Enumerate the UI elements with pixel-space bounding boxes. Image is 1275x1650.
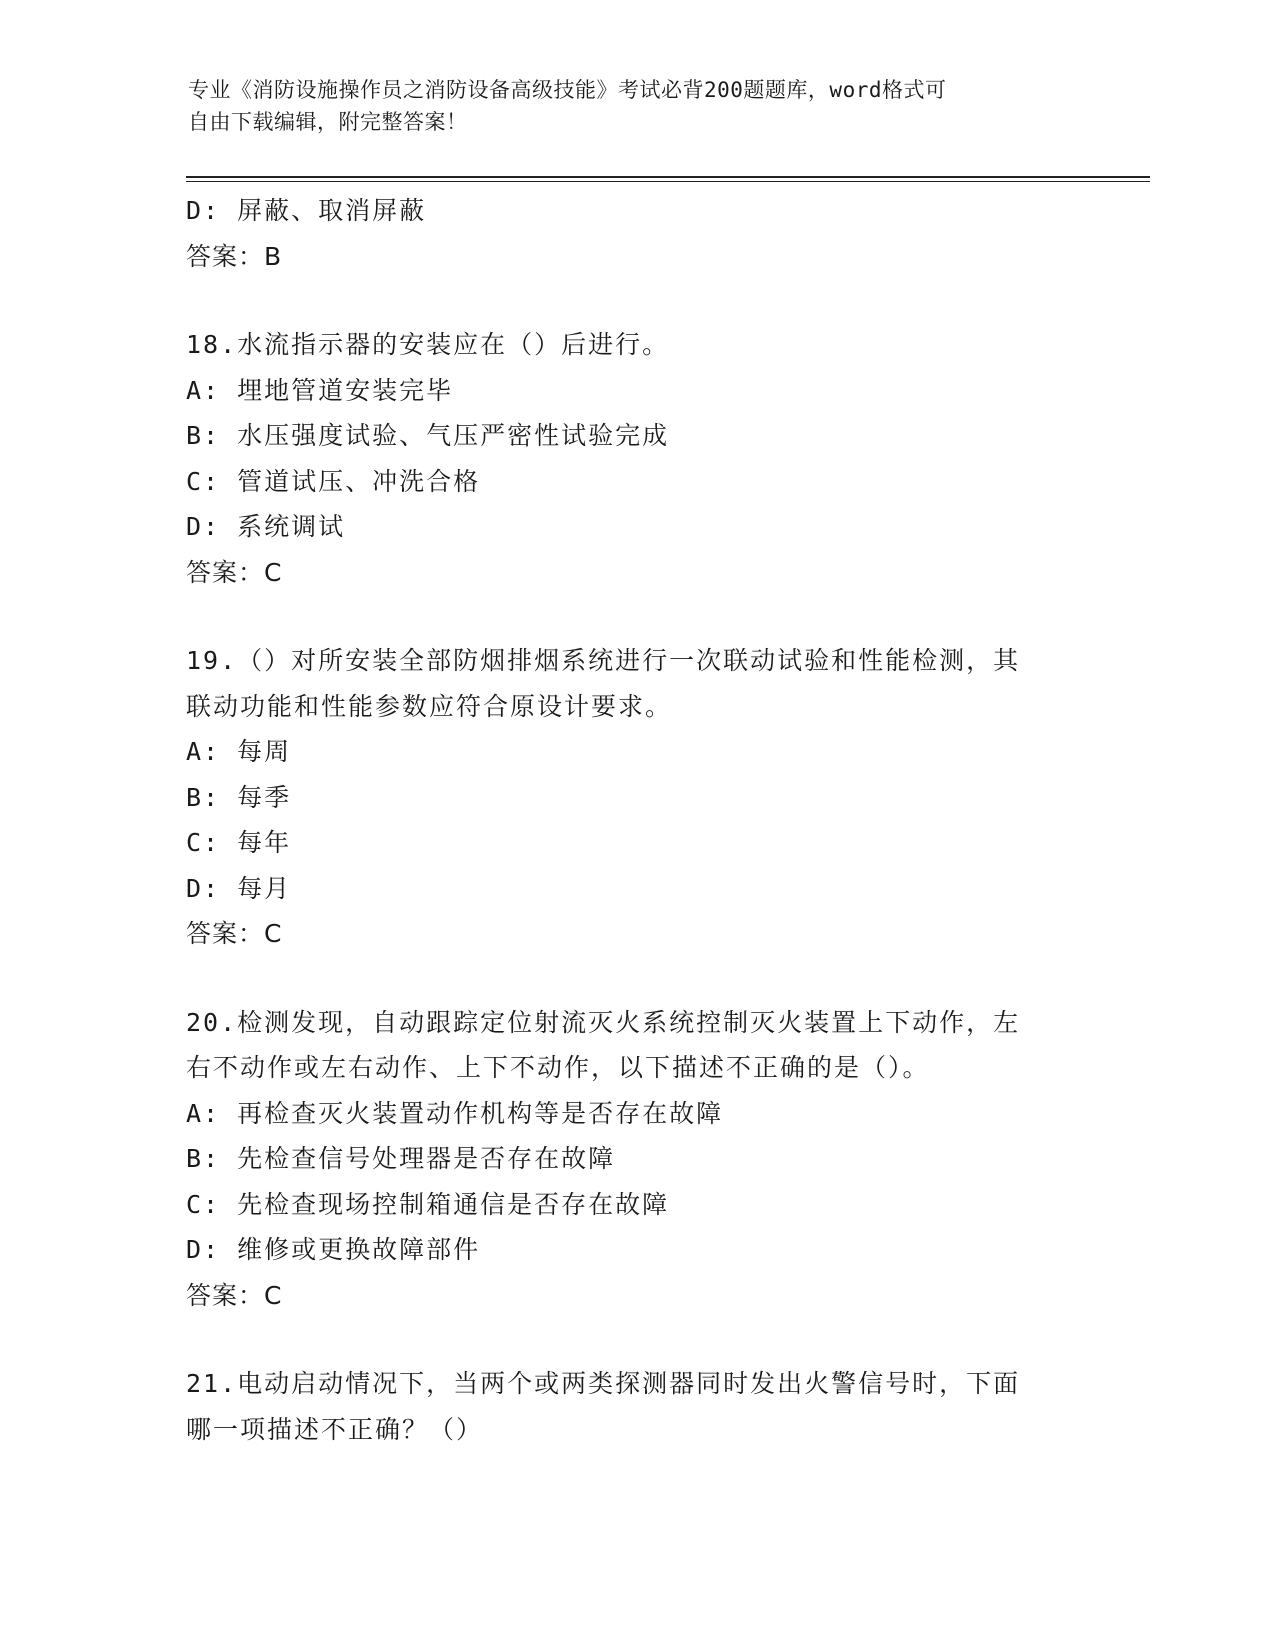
option-d: D: 屏蔽、取消屏蔽 (186, 196, 427, 225)
answer: 答案：C (186, 1280, 283, 1310)
question-19 (186, 638, 1086, 957)
option-a: A: 再检查灭火装置动作机构等是否存在故障 (186, 1098, 724, 1128)
option-d: D: 维修或更换故障部件 (186, 1235, 481, 1264)
answer: 答案：C (186, 557, 283, 587)
document-header (188, 74, 1088, 138)
header-divider-thin (186, 181, 1150, 182)
question-stem: 18.水流指示器的安装应在（）后进行。 (186, 330, 670, 359)
option-a: A: 埋地管道安装完毕 (186, 375, 454, 405)
question-18 (186, 322, 1086, 595)
header-divider-thick (186, 176, 1150, 178)
spacer (186, 957, 1086, 1000)
spacer (186, 279, 1086, 322)
header-line-2: 自由下载编辑，附完整答案！ (188, 110, 468, 134)
question-stem-line-1: 21.电动启动情况下，当两个或两类探测器同时发出火警信号时，下面 (186, 1369, 1021, 1398)
option-d: D: 系统调试 (186, 512, 346, 541)
question-stem-line-1: 20.检测发现，自动跟踪定位射流灭火系统控制灭火装置上下动作，左 (186, 1007, 1021, 1037)
question-20 (186, 1000, 1086, 1319)
question-21 (186, 1361, 1086, 1452)
option-c: C: 先检查现场控制箱通信是否存在故障 (186, 1189, 670, 1219)
question-stem-line-1: 19.（）对所安装全部防烟排烟系统进行一次联动试验和性能检测，其 (186, 646, 1021, 675)
option-a: A: 每周 (186, 737, 292, 766)
spacer (186, 595, 1086, 638)
option-c: C: 管道试压、冲洗合格 (186, 466, 481, 496)
option-b: B: 每季 (186, 782, 292, 812)
spacer (186, 1318, 1086, 1361)
option-d: D: 每月 (186, 873, 292, 903)
answer: 答案：B (186, 241, 283, 271)
question-stem-line-2: 联动功能和性能参数应符合原设计要求。 (186, 691, 673, 721)
option-b: B: 水压强度试验、气压严密性试验完成 (186, 421, 670, 450)
option-b: B: 先检查信号处理器是否存在故障 (186, 1144, 616, 1173)
answer: 答案：C (186, 919, 283, 948)
question-stem-line-2: 哪一项描述不正确？（） (186, 1414, 484, 1444)
question-stem-line-2: 右不动作或左右动作、上下不动作，以下描述不正确的是（）。 (186, 1053, 930, 1082)
question-content (186, 188, 1086, 1452)
option-c: C: 每年 (186, 828, 292, 857)
header-line-1: 专业《消防设施操作员之消防设备高级技能》考试必背200题题库，word格式可 (188, 78, 947, 102)
